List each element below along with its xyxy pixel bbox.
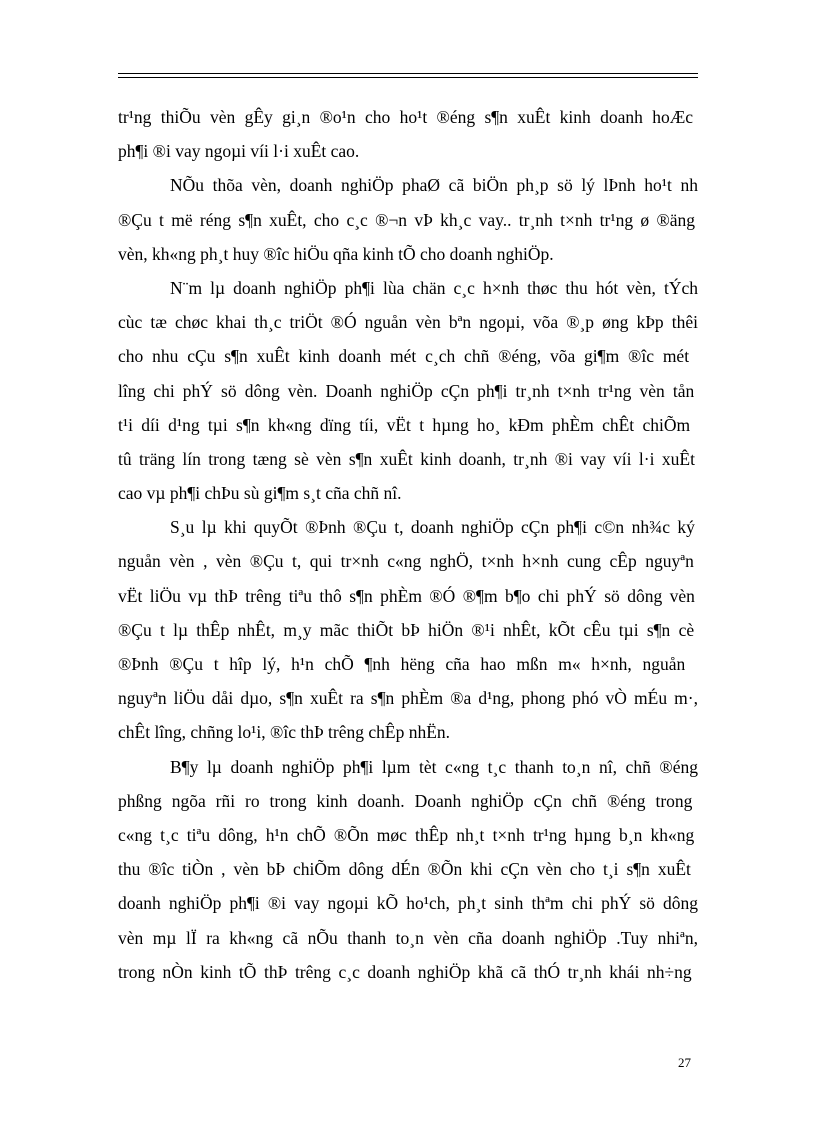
text-line: thu ®îc tiÒn , vèn bÞ chiÕm dông dÉn ®Õn khi cÇn vèn cho t¸i s¶n xuÊt bbox=[118, 859, 691, 880]
text-line: B¶y lµ doanh nghiÖp ph¶i lµm tèt c«ng t¸c thanh to¸n nî, chñ ®éng bbox=[170, 756, 698, 777]
text-line: chÊt lîng, chñng lo¹i, ®îc thÞ trêng chÊp nhËn. bbox=[118, 722, 451, 743]
text-line: tr¹ng thiÕu vèn gÊy gi¸n ®o¹n cho ho¹t ®éng s¶n xuÊt kinh doanh hoÆc bbox=[118, 107, 694, 127]
text-line: t¹i díi d¹ng tµi s¶n kh«ng dïng tíi, vËt t hµng ho¸ kÐm phÈm chÊt chiÕm bbox=[118, 414, 691, 435]
text-line: lîng chi phÝ sö dông vèn. Doanh nghiÖp cÇn ph¶i tr¸nh t×nh tr¹ng vèn tån bbox=[118, 380, 695, 401]
text-line: ®Þnh ®Çu t hîp lý, h¹n chÕ ¶nh hëng cña hao mßn m« h×nh, nguån bbox=[118, 654, 686, 674]
page-number: 27 bbox=[678, 1055, 691, 1070]
text-line: cho nhu cÇu s¶n xuÊt kinh doanh mét c¸ch chñ ®éng, võa gi¶m ®îc mét bbox=[118, 346, 690, 367]
body-text bbox=[118, 100, 698, 989]
text-line: vËt liÖu vµ thÞ trêng tiªu thô s¶n phÈm ®Ó ®¶m b¶o chi phÝ sö dông vèn bbox=[118, 585, 695, 606]
text-line: trong nÒn kinh tÕ thÞ trêng c¸c doanh nghiÖp khã cã thÓ tr¸nh khái nh÷ng bbox=[118, 961, 692, 982]
text-line: doanh nghiÖp ph¶i ®i vay ngoµi kÕ ho¹ch, ph¸t sinh thªm chi phÝ sö dông bbox=[118, 893, 698, 914]
text-line: cùc tæ chøc khai th¸c triÖt ®Ó nguån vèn bªn ngoµi, võa ®¸p øng kÞp thêi bbox=[118, 312, 698, 333]
text-line: ph¶i ®i vay ngoµi víi l·i xuÊt cao. bbox=[118, 141, 360, 162]
text-line: vèn mµ lÏ ra kh«ng cã nÕu thanh to¸n vèn cña doanh nghiÖp .Tuy nhiªn, bbox=[118, 927, 698, 948]
header-rule-top bbox=[118, 73, 698, 74]
text-line: nguyªn liÖu dåi dµo, s¶n xuÊt ra s¶n phÈm ®a d¹ng, phong phó vÒ mÉu m·, bbox=[118, 688, 698, 709]
text-line: NÕu thõa vèn, doanh nghiÖp phaØ cã biÖn ph¸p sö lý lÞnh ho¹t nh bbox=[170, 175, 698, 196]
text-line: ®Çu t lµ thÊp nhÊt, m¸y mãc thiÕt bÞ hiÖn ®¹i nhÊt, kÕt cÊu tµi s¶n cè bbox=[118, 619, 695, 640]
text-line: vèn, kh«ng ph¸t huy ®îc hiÖu qña kinh tÕ cho doanh nghiÖp. bbox=[118, 243, 554, 264]
text-line: N¨m lµ doanh nghiÖp ph¶i lùa chän c¸c h×nh thøc thu hót vèn, tÝch bbox=[170, 277, 698, 298]
text-line: ®Çu t më réng s¶n xuÊt, cho c¸c ®¬n vÞ kh¸c vay.. tr¸nh t×nh tr¹ng ø ®äng bbox=[118, 209, 696, 230]
text-line: S¸u lµ khi quyÕt ®Þnh ®Çu t, doanh nghiÖp cÇn ph¶i c©n nh¾c ký bbox=[170, 517, 695, 538]
text-line: cao vµ ph¶i chÞu sù gi¶m s¸t cña chñ nî. bbox=[118, 483, 402, 504]
text-line: phßng ngõa rñi ro trong kinh doanh. Doanh nghiÖp cÇn chñ ®éng trong bbox=[118, 790, 693, 811]
text-line: tû träng lín trong tæng sè vèn s¶n xuÊt kinh doanh, tr¸nh ®i vay víi l·i xuÊt bbox=[118, 448, 695, 469]
text-line: c«ng t¸c tiªu dông, h¹n chÕ ®Õn møc thÊp nh¸t t×nh tr¹ng hµng b¸n kh«ng bbox=[118, 824, 695, 845]
text-line: nguån vèn , vèn ®Çu t, qui tr×nh c«ng nghÖ, t×nh h×nh cung cÊp nguyªn bbox=[118, 551, 694, 572]
header-rule-bottom bbox=[118, 77, 698, 78]
